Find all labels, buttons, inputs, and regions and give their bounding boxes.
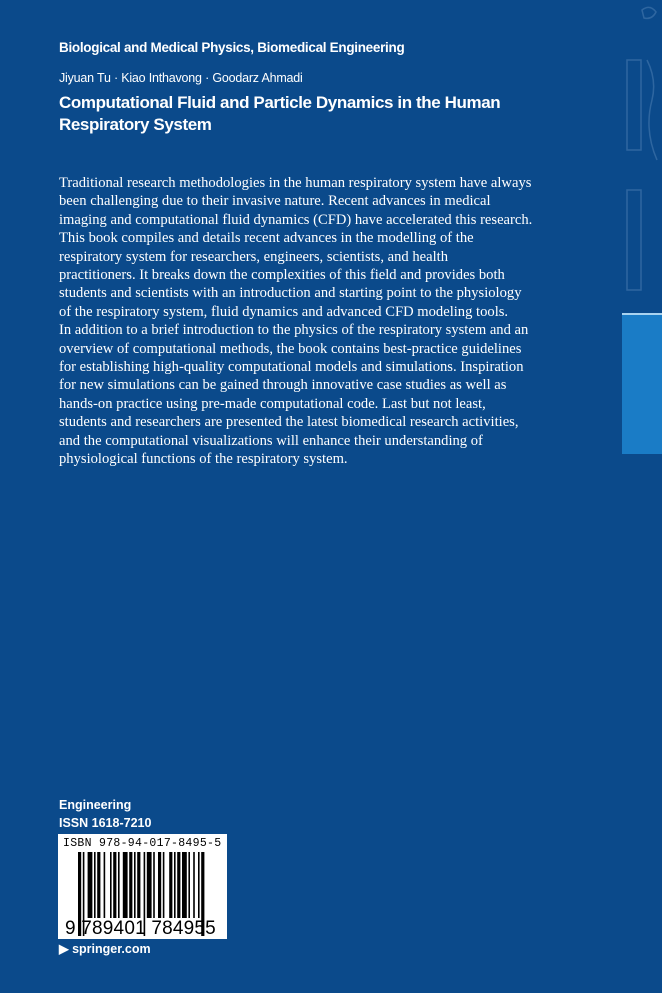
triangle-right-icon: ▶ bbox=[59, 942, 73, 956]
description-line: for new simulations can be gained through innovative case studies as well as bbox=[59, 377, 507, 394]
description-line: been challenging due to their invasive nature. Recent advances in medical bbox=[59, 193, 491, 210]
subject-label: Engineering bbox=[59, 798, 132, 812]
issn: ISSN 1618-7210 bbox=[59, 816, 152, 830]
description-line: practitioners. It breaks down the complexities of this field and provides both bbox=[59, 267, 505, 284]
description-line: and the computational visualizations will enhance their understanding of bbox=[59, 432, 483, 449]
description-line: of the respiratory system, fluid dynamics and advanced CFD modeling tools. bbox=[59, 303, 509, 320]
description-line: respiratory system for researchers, engineers, scientists, and health bbox=[59, 248, 449, 265]
authors: Jiyuan Tu · Kiao Inthavong · Goodarz Ahmadi bbox=[59, 71, 303, 85]
description-line: physiological functions of the respiratory system. bbox=[59, 451, 348, 468]
description-line: for establishing high-quality computational models and simulations. Inspiration bbox=[59, 359, 524, 376]
description-line: students and scientists with an introduction and starting point to the physiology bbox=[59, 285, 522, 302]
website-text: springer.com bbox=[72, 942, 151, 956]
website-link[interactable] bbox=[59, 941, 151, 956]
description-line: This book compiles and details recent advances in the modelling of the bbox=[59, 230, 474, 247]
book-title: Computational Fluid and Particle Dynamics in the Human Respiratory System bbox=[59, 93, 501, 134]
subject-info bbox=[59, 796, 151, 832]
isbn-barcode bbox=[58, 834, 227, 939]
description-line: students and researchers are presented the latest biomedical research activities, bbox=[59, 414, 519, 431]
book-series: Biological and Medical Physics, Biomedical Engineering bbox=[59, 40, 405, 55]
description-line: In addition to a brief introduction to the physics of the respiratory system and an bbox=[59, 322, 529, 339]
description-line: overview of computational methods, the book contains best-practice guidelines bbox=[59, 340, 522, 357]
book-description bbox=[59, 174, 532, 469]
decorative-airway-illustration bbox=[622, 0, 662, 300]
description-line: imaging and computational fluid dynamics (CFD) have accelerated this research. bbox=[59, 211, 533, 228]
description-line: hands-on practice using pre-made computational code. Last but not least, bbox=[59, 395, 486, 412]
description-line: Traditional research methodologies in the human respiratory system have always bbox=[59, 175, 532, 191]
color-tab bbox=[622, 313, 662, 454]
isbn-label: ISBN 978-94-017-8495-5 bbox=[63, 837, 222, 850]
barcode-number: 9 789401 784955 bbox=[65, 918, 216, 939]
